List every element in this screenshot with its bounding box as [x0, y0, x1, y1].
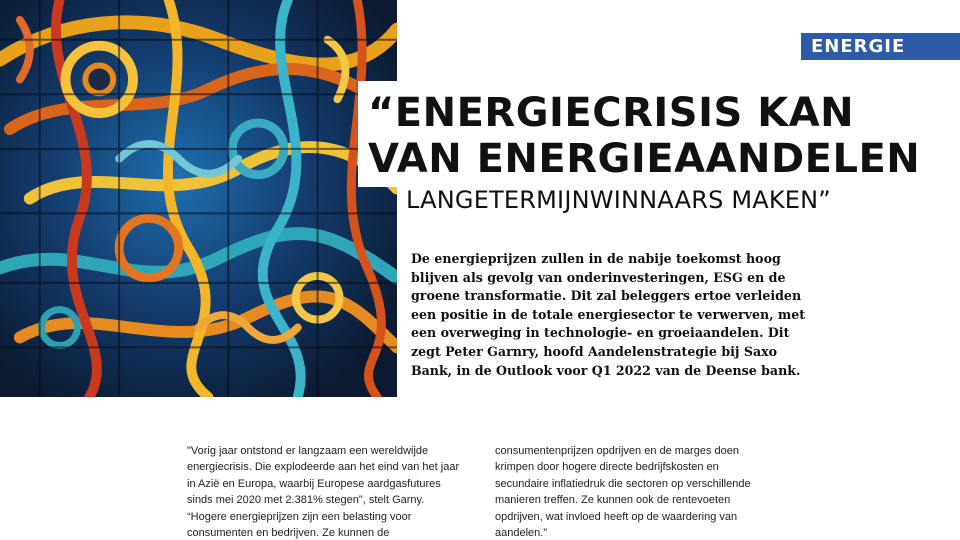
article-headline: [368, 90, 928, 182]
hero-mosaic-image: [0, 0, 397, 397]
body-column-left: "Vorig jaar ontstond er langzaam een wereldwijde energiecrisis. Die explodeerde aan het eind van het jaar in Azië en Europa, waarbij Europese aardgasfutures sinds mei 2020 met 2.381% stegen", stelt Garny. “Hogere energieprijzen zijn een belasting voor consumenten en bedrijven. Ze kunnen de: [187, 445, 460, 540]
headline-line-2: VAN ENERGIEAANDELEN: [368, 136, 921, 182]
body-column-right: consumentenprijzen opdrijven en de marges doen krimpen door hogere directe bedrijfskosten en secundaire inflatiedruk die sectoren op verschillende manieren treffen. Ze kunnen ook de rentevoeten opdrijven, wat invloed heeft op de waardering van aandelen.”: [495, 445, 751, 540]
category-tag: ENERGIE: [801, 33, 960, 60]
headline-line-1: “ENERGIECRISIS KAN: [368, 90, 855, 136]
article-subheadline: LANGETERMIJNWINNAARS MAKEN”: [406, 186, 831, 214]
article-intro: De energieprijzen zullen in de nabije toekomst hoog blijven als gevolg van onderinvesteringen, ESG en de groene transformatie. Dit zal beleggers ertoe verleiden een positie in de totale energiesector te verwerven, met een overweging in technologie- en groeiaandelen. Dit zegt Peter Garnry, hoofd Aandelenstrategie bij Saxo Bank, in de Outlook voor Q1 2022 van de Deense bank.: [411, 251, 806, 378]
